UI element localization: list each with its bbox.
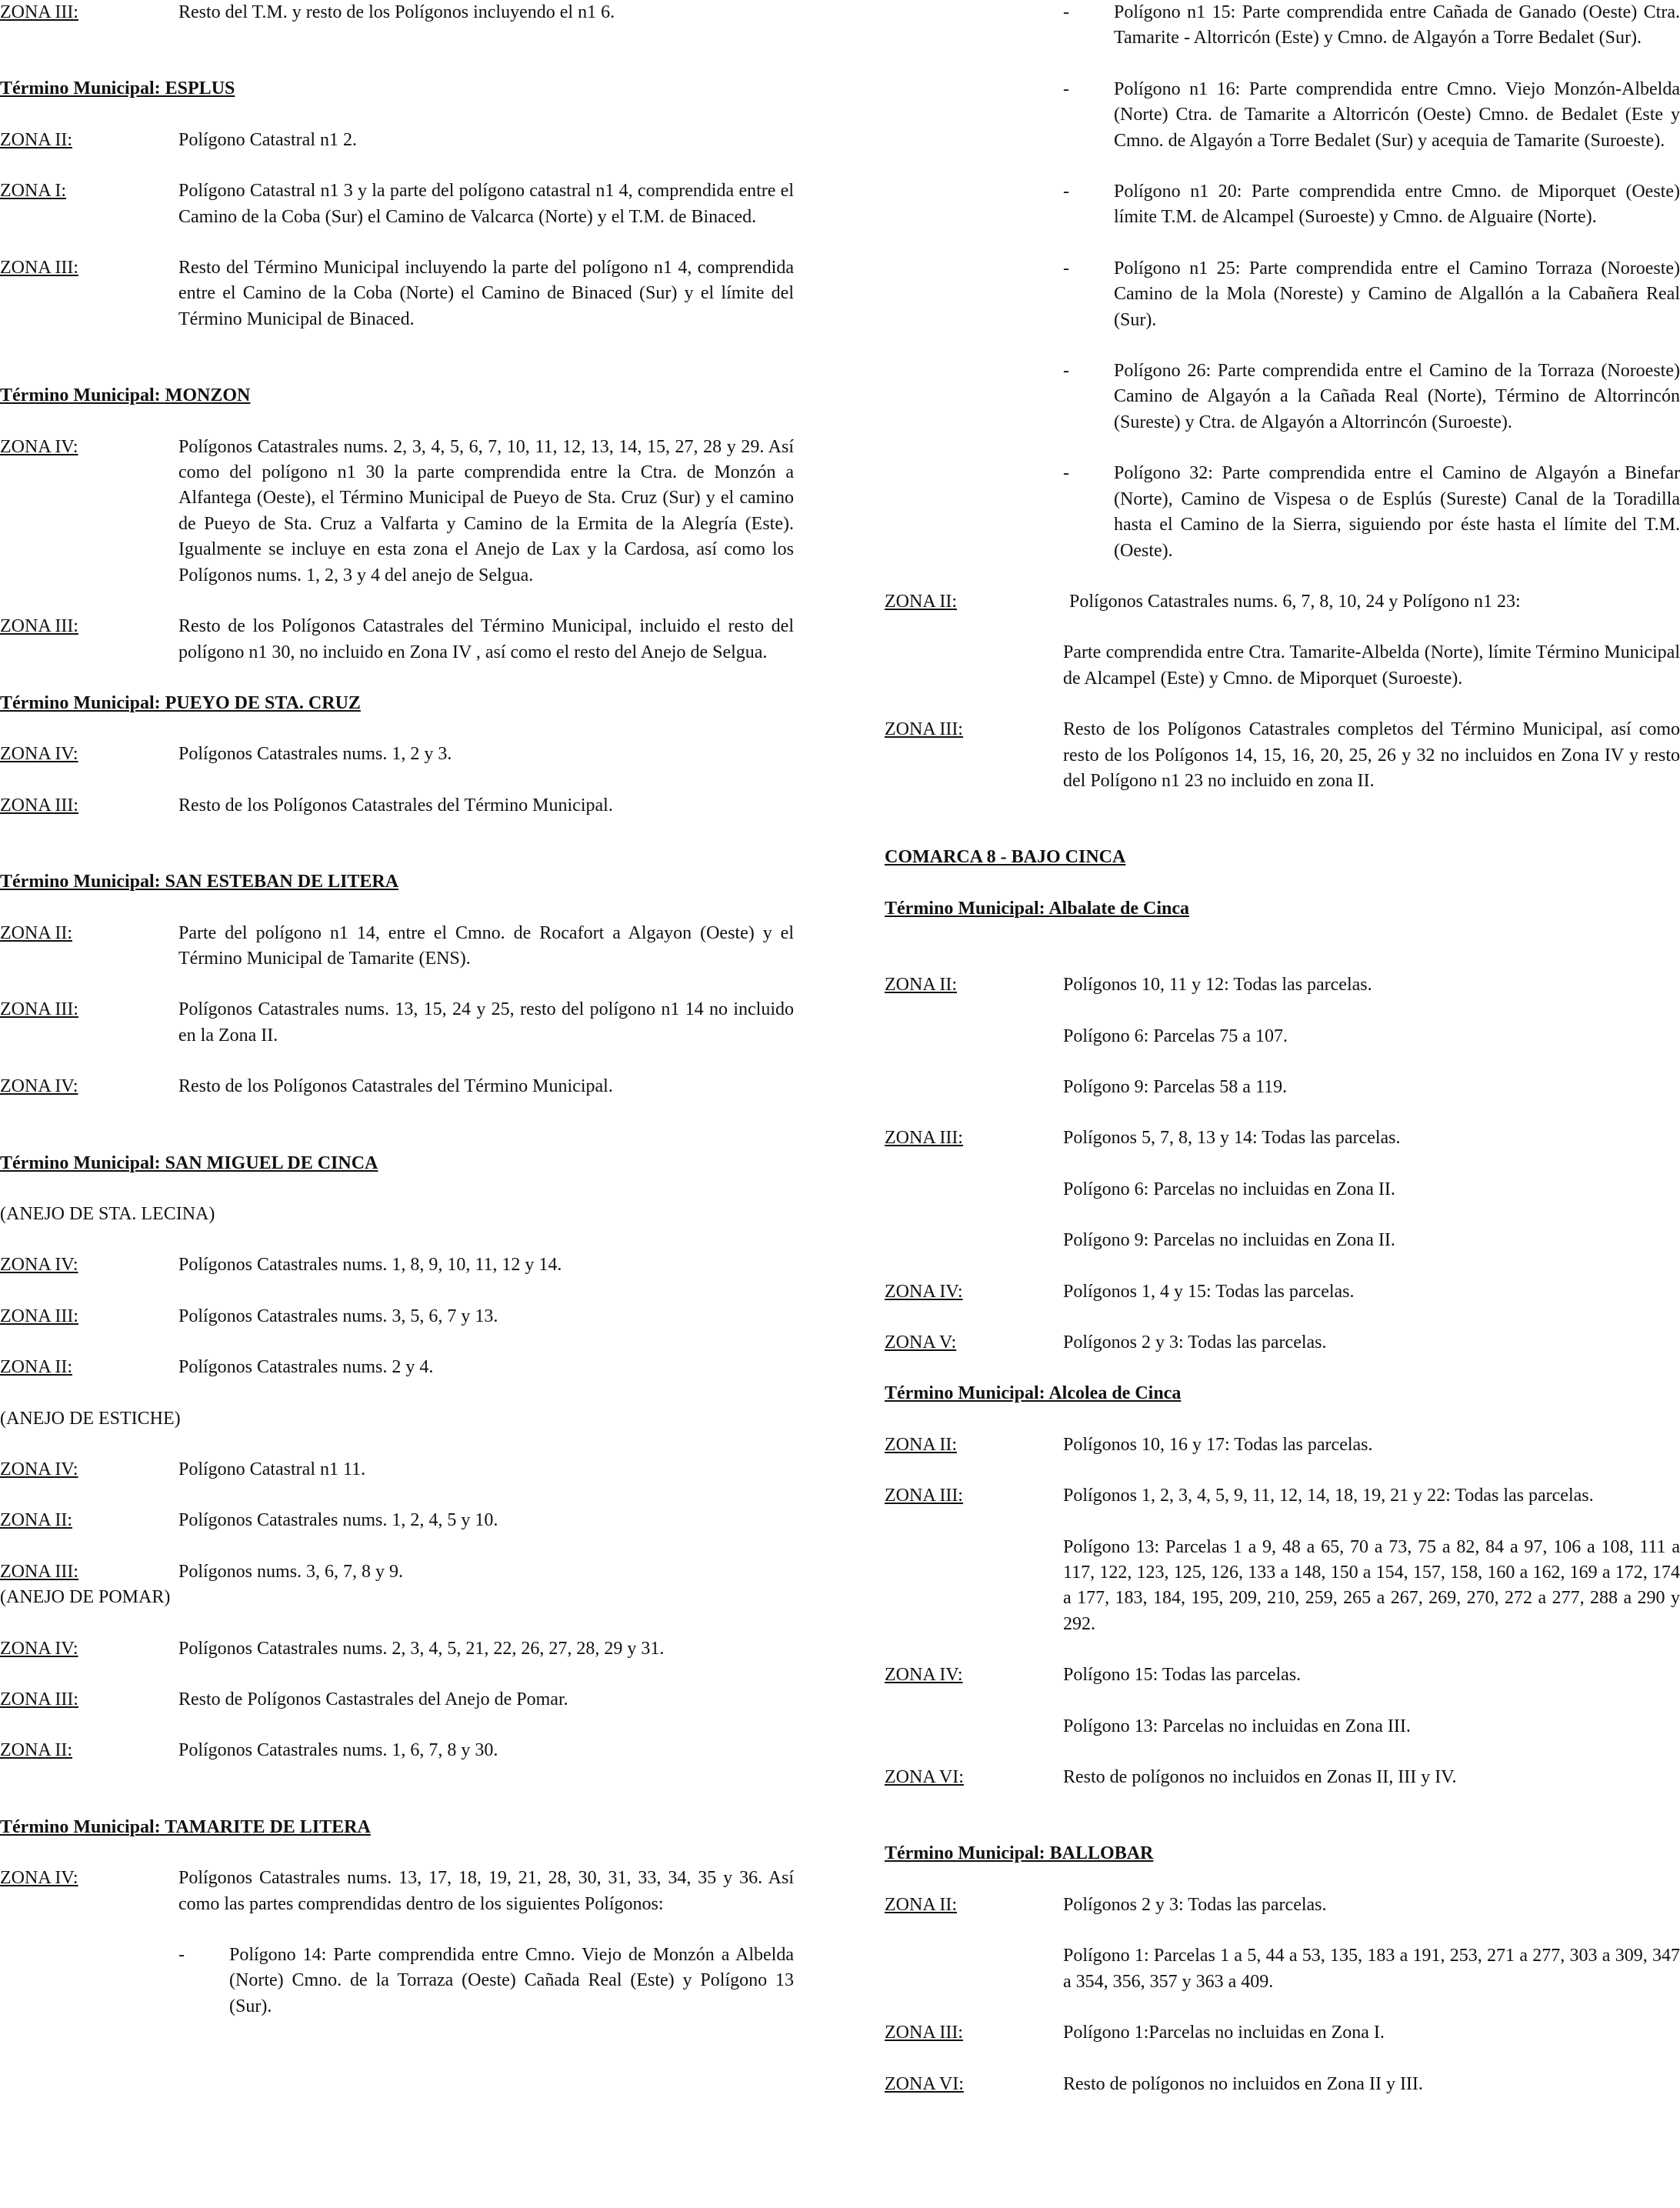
zone-label: ZONA III:	[0, 1689, 78, 1710]
zone-text	[1063, 1893, 1680, 1995]
municipality-title: Término Municipal: BALLOBAR	[885, 1843, 1154, 1864]
zone-text: Polígono Catastral n1 2.	[178, 129, 357, 150]
zone-row	[0, 1636, 794, 1662]
zone-text	[1063, 1483, 1680, 1637]
zone-label: ZONA IV:	[0, 1076, 78, 1097]
zone-paragraph: Polígono 9: Parcelas no incluidas en Zona II.	[1063, 1230, 1395, 1251]
zone-text	[1063, 1126, 1680, 1253]
zone-label: ZONA III:	[0, 795, 78, 815]
zone-row	[0, 1687, 794, 1713]
zone-label: ZONA IV:	[0, 1255, 78, 1276]
zone-label: ZONA III:	[885, 1486, 963, 1506]
zone-row	[0, 1304, 794, 1329]
zone-text: Polígonos Catastrales nums. 1, 6, 7, 8 y 30.	[178, 1740, 498, 1761]
zone-row	[0, 128, 794, 153]
zone-text: Polígonos Catastrales nums. 13, 17, 18, 19, 21, 28, 30, 31, 33, 34, 35 y 36. Así como las partes comprendidas dentro de los siguientes Polígonos:	[178, 1868, 794, 1914]
bullet-item	[178, 1943, 794, 2020]
zone-row	[0, 793, 794, 819]
zone-text: Polígonos 1, 4 y 15: Todas las parcelas.	[1063, 1281, 1355, 1302]
zone-row	[0, 0, 794, 25]
zone-label: ZONA IV:	[0, 436, 78, 457]
bullet-dash: -	[1063, 463, 1069, 484]
zone-label: ZONA II:	[885, 975, 957, 996]
zone-label: ZONA III:	[0, 258, 78, 279]
bullet-list	[1063, 0, 1680, 564]
zone-row	[0, 1252, 794, 1278]
bullet-dash: -	[1063, 182, 1069, 202]
zone-text	[1063, 1663, 1680, 1739]
zone-label: ZONA IV:	[0, 1459, 78, 1479]
zone-row	[885, 717, 1680, 794]
zone-paragraph: Polígono 13: Parcelas no incluidas en Zona III.	[1063, 1716, 1411, 1736]
zone-row	[885, 1433, 1680, 1458]
zone-paragraph: Polígonos 2 y 3: Todas las parcelas.	[1063, 1894, 1327, 1915]
municipality-title: Término Municipal: ESPLUS	[0, 78, 235, 99]
zone-label: ZONA II:	[0, 1510, 72, 1531]
right-column	[885, 0, 1680, 2097]
zone-text: Resto de los Polígonos Catastrales del Término Municipal.	[178, 1076, 613, 1097]
zone-text: Polígonos Catastrales nums. 2, 3, 4, 5, 6, 7, 10, 11, 12, 13, 14, 15, 27, 28 y 29. Así como del polígono n1 30 la parte comprendida entre la Ctra. de Monzón a Alfantega (Oeste), el Término Municipal de Pueyo de Sta. Cruz (Sur) y el camino de Pueyo de Sta. Cruz a Valfarta y Camino de la Ermita de la Alegría (Este). Igualmente se incluye en esta zona el Anejo de Lax y la Cardosa, así como los Polígonos nums. 1, 2, 3 y 4 del anejo de Selgua.	[178, 436, 794, 585]
zone-row	[0, 1074, 794, 1099]
zone-text: Resto de polígonos no incluidos en Zona II y III.	[1063, 2073, 1423, 2094]
municipality-title: Término Municipal: PUEYO DE STA. CRUZ	[0, 692, 361, 713]
anejo-heading: (ANEJO DE STA. LECINA)	[0, 1203, 215, 1224]
zone-row	[0, 1738, 794, 1763]
zone-paragraph: Polígonos 1, 2, 3, 4, 5, 9, 11, 12, 14, 18, 19, 21 y 22: Todas las parcelas.	[1063, 1486, 1594, 1506]
bullet-item	[1063, 77, 1680, 154]
zone-label: ZONA IV:	[0, 1638, 78, 1659]
zone-label: ZONA II:	[0, 1740, 72, 1761]
zone-text: Polígonos 10, 16 y 17: Todas las parcelas.	[1063, 1434, 1373, 1455]
zone-text: Polígono 1:Parcelas no incluidas en Zona I.	[1063, 2023, 1385, 2043]
bullet-dash: -	[1063, 258, 1069, 279]
zone-text: Polígonos Catastrales nums. 13, 15, 24 y 25, resto del polígono n1 14 no incluido en la Zona II.	[178, 999, 794, 1046]
bullet-item	[1063, 359, 1680, 435]
bullet-text: Polígono 26: Parte comprendida entre el Camino de la Torraza (Noroeste) Camino de Algayón a la Cañada Real (Norte), Término de Altorrincón (Sureste) y Ctra. de Algayón a Altorrincón (Suroeste).	[1114, 361, 1680, 432]
anejo-heading: (ANEJO DE ESTICHE)	[0, 1408, 181, 1429]
zone-paragraph: Polígono 1: Parcelas 1 a 5, 44 a 53, 135, 183 a 191, 253, 271 a 277, 303 a 309, 347 a 354, 356, 357 y 363 a 409.	[1063, 1946, 1680, 1992]
zone-text: Resto del T.M. y resto de los Polígonos incluyendo el n1 6.	[178, 2, 615, 22]
zone-paragraph: Polígonos 10, 11 y 12: Todas las parcelas.	[1063, 975, 1372, 996]
zone-row	[0, 435, 794, 589]
zone-row	[0, 1559, 794, 1585]
zone-label: ZONA III:	[0, 1561, 78, 1582]
zone-label: ZONA III:	[0, 1306, 78, 1326]
zone-paragraph: Polígono 6: Parcelas no incluidas en Zona II.	[1063, 1179, 1395, 1199]
zone-row	[0, 921, 794, 972]
zone-label: ZONA VI:	[885, 2073, 964, 2094]
zone-text: Resto del Término Municipal incluyendo la parte del polígono n1 4, comprendida entre el Camino de la Coba (Norte) el Camino de Binaced (Sur) y el límite del Término Municipal de Binaced.	[178, 258, 794, 329]
zone-text: Parte del polígono n1 14, entre el Cmno. de Rocafort a Algayon (Oeste) y el Término Municipal de Tamarite (ENS).	[178, 922, 794, 969]
zone-row	[0, 614, 794, 665]
zone-label: ZONA III:	[0, 2, 78, 22]
zone-text: Polígono Catastral n1 3 y la parte del polígono catastral n1 4, comprendida entre el Camino de la Coba (Sur) el Camino de Valcarca (Norte) y el T.M. de Binaced.	[178, 181, 794, 227]
municipality-title: Término Municipal: SAN MIGUEL DE CINCA	[0, 1152, 378, 1173]
zone-paragraph: Polígono 13: Parcelas 1 a 9, 48 a 65, 70 a 73, 75 a 82, 84 a 97, 106 a 108, 111 a 117, 122, 123, 125, 126, 133 a 148, 150 a 154, 157, 158, 160 a 162, 169 a 172, 174 a 177, 183, 184, 195, 209, 210, 259, 265 a 267, 269, 270, 272 a 277, 288 a 290 y 292.	[1063, 1536, 1680, 1634]
zone-label: ZONA IV:	[0, 1868, 78, 1889]
anejo-heading: (ANEJO DE POMAR)	[0, 1587, 171, 1608]
bullet-dash: -	[178, 1945, 185, 1966]
municipality-title: Término Municipal: SAN ESTEBAN DE LITERA	[0, 872, 399, 892]
municipality-title: Término Municipal: Albalate de Cinca	[885, 898, 1189, 919]
zone-label: ZONA IV:	[0, 744, 78, 765]
zone-label: ZONA II:	[885, 1434, 957, 1455]
bullet-dash: -	[1063, 361, 1069, 382]
municipality-title: Término Municipal: MONZON	[0, 385, 251, 406]
zone-row	[0, 1457, 794, 1483]
zone-row	[0, 178, 794, 230]
zone-label: ZONA III:	[0, 999, 78, 1020]
zone-label: ZONA IV:	[885, 1665, 963, 1686]
zone-row	[885, 2072, 1680, 2097]
zone-text	[1063, 589, 1680, 692]
zone-row	[0, 742, 794, 767]
zone-text: Resto de Polígonos Castastrales del Anejo de Pomar.	[178, 1689, 568, 1710]
zone-paragraph: Polígono 9: Parcelas 58 a 119.	[1063, 1076, 1288, 1097]
bullet-list	[178, 1943, 794, 2020]
zone-label: ZONA II:	[0, 1357, 72, 1378]
zone-label: ZONA III:	[885, 719, 963, 740]
zone-label: ZONA II:	[885, 591, 957, 612]
zone-label: ZONA II:	[0, 129, 72, 150]
bullet-text: Polígono n1 16: Parte comprendida entre Cmno. Viejo Monzón-Albelda (Norte) Ctra. de Tamarite a Altorricón (Oeste) Cmno. de Bedalet (Este y Cmno. de Algayón a Torre Bedalet (Sur) y acequia de Tamarite (Suroeste).	[1114, 78, 1680, 151]
bullet-dash: -	[1063, 78, 1069, 99]
zone-row	[0, 1355, 794, 1380]
comarca-title: COMARCA 8 - BAJO CINCA	[885, 847, 1126, 868]
municipality-title: Término Municipal: TAMARITE DE LITERA	[0, 1816, 371, 1837]
bullet-text: Polígono n1 25: Parte comprendida entre el Camino Torraza (Noroeste) Camino de la Mola (Noreste) y Camino de Algallón a la Cabañera Real (Sur).	[1114, 258, 1680, 330]
bullet-dash: -	[1063, 2, 1069, 22]
zone-text: Polígonos Catastrales nums. 1, 2 y 3.	[178, 744, 452, 765]
zone-row	[0, 997, 794, 1049]
zone-text: Polígonos 2 y 3: Todas las parcelas.	[1063, 1332, 1327, 1352]
zone-label: ZONA VI:	[885, 1767, 964, 1788]
zone-paragraph: Parte comprendida entre Ctra. Tamarite-Albelda (Norte), límite Término Municipal de Alcampel (Este) y Cmno. de Miporquet (Suroeste).	[1063, 642, 1680, 689]
bullet-item	[1063, 256, 1680, 333]
bullet-item	[1063, 461, 1680, 564]
zone-paragraph: Polígonos Catastrales nums. 6, 7, 8, 10, 24 y Polígono n1 23:	[1069, 591, 1521, 612]
zone-paragraph: Polígono 15: Todas las parcelas.	[1063, 1665, 1302, 1686]
zone-row	[885, 1483, 1680, 1637]
bullet-text: Polígono 32: Parte comprendida entre el Camino de Algayón a Binefar (Norte), Camino de Vispesa o de Esplús (Sureste) Canal de la Toradilla hasta el Camino de la Sierra, siguiendo por éste hasta el límite del T.M. (Oeste).	[1114, 463, 1680, 561]
zone-label: ZONA V:	[885, 1332, 957, 1352]
zone-label: ZONA III:	[885, 1128, 963, 1149]
zone-label: ZONA II:	[885, 1894, 957, 1915]
zone-row	[885, 1663, 1680, 1739]
zone-paragraph: Polígono 6: Parcelas 75 a 107.	[1063, 1026, 1288, 1046]
zone-row	[885, 1126, 1680, 1253]
bullet-item	[1063, 179, 1680, 231]
zone-label: ZONA II:	[0, 922, 72, 943]
zone-text: Resto de polígonos no incluidos en Zonas II, III y IV.	[1063, 1767, 1457, 1788]
zone-text: Polígonos Catastrales nums. 2 y 4.	[178, 1357, 434, 1378]
municipality-title: Término Municipal: Alcolea de Cinca	[885, 1383, 1182, 1404]
zone-row	[885, 589, 1680, 692]
zone-label: ZONA I:	[0, 181, 66, 202]
zone-label: ZONA IV:	[885, 1281, 963, 1302]
zone-row	[885, 972, 1680, 1100]
zone-row	[0, 255, 794, 332]
zone-text: Resto de los Polígonos Catastrales completos del Término Municipal, así como resto de los Polígonos 14, 15, 16, 20, 25, 26 y 32 no incluidos en Zona IV y resto del Polígono n1 23 no incluido en zona II.	[1063, 719, 1680, 791]
zone-text: Polígono Catastral n1 11.	[178, 1459, 366, 1479]
zone-text	[1063, 972, 1680, 1100]
zone-label: ZONA III:	[0, 616, 78, 637]
zone-row	[885, 1279, 1680, 1305]
zone-paragraph: Polígonos 5, 7, 8, 13 y 14: Todas las parcelas.	[1063, 1128, 1401, 1149]
zone-text: Resto de los Polígonos Catastrales del Término Municipal.	[178, 795, 613, 815]
zone-text: Polígonos nums. 3, 6, 7, 8 y 9.	[178, 1561, 404, 1582]
zone-row	[885, 2020, 1680, 2046]
zone-row	[0, 1508, 794, 1533]
zone-text: Resto de los Polígonos Catastrales del Término Municipal, incluido el resto del polígono n1 30, no incluido en Zona IV , así como el resto del Anejo de Selgua.	[178, 616, 794, 662]
left-column	[0, 0, 794, 2020]
zone-row	[0, 1866, 794, 1917]
zone-text: Polígonos Catastrales nums. 1, 2, 4, 5 y 10.	[178, 1510, 498, 1531]
zone-label: ZONA III:	[885, 2023, 963, 2043]
zone-text: Polígonos Catastrales nums. 1, 8, 9, 10, 11, 12 y 14.	[178, 1255, 562, 1276]
zone-text: Polígonos Catastrales nums. 2, 3, 4, 5, 21, 22, 26, 27, 28, 29 y 31.	[178, 1638, 665, 1659]
bullet-text: Polígono n1 15: Parte comprendida entre Cañada de Ganado (Oeste) Ctra. Tamarite - Altorricón (Este) y Cmno. de Algayón a Torre Bedalet (Sur).	[1114, 2, 1680, 48]
zone-row	[885, 1893, 1680, 1995]
zone-text: Polígonos Catastrales nums. 3, 5, 6, 7 y 13.	[178, 1306, 498, 1326]
zone-row	[885, 1765, 1680, 1790]
bullet-text: Polígono 14: Parte comprendida entre Cmno. Viejo de Monzón a Albelda (Norte) Cmno. de la Torraza (Oeste) Cañada Real (Este) y Polígono 13 (Sur).	[229, 1945, 794, 2016]
bullet-item	[1063, 0, 1680, 52]
bullet-text: Polígono n1 20: Parte comprendida entre Cmno. de Miporquet (Oeste) límite T.M. de Alcampel (Suroeste) y Cmno. de Alguaire (Norte).	[1114, 182, 1680, 228]
zone-row	[885, 1330, 1680, 1356]
